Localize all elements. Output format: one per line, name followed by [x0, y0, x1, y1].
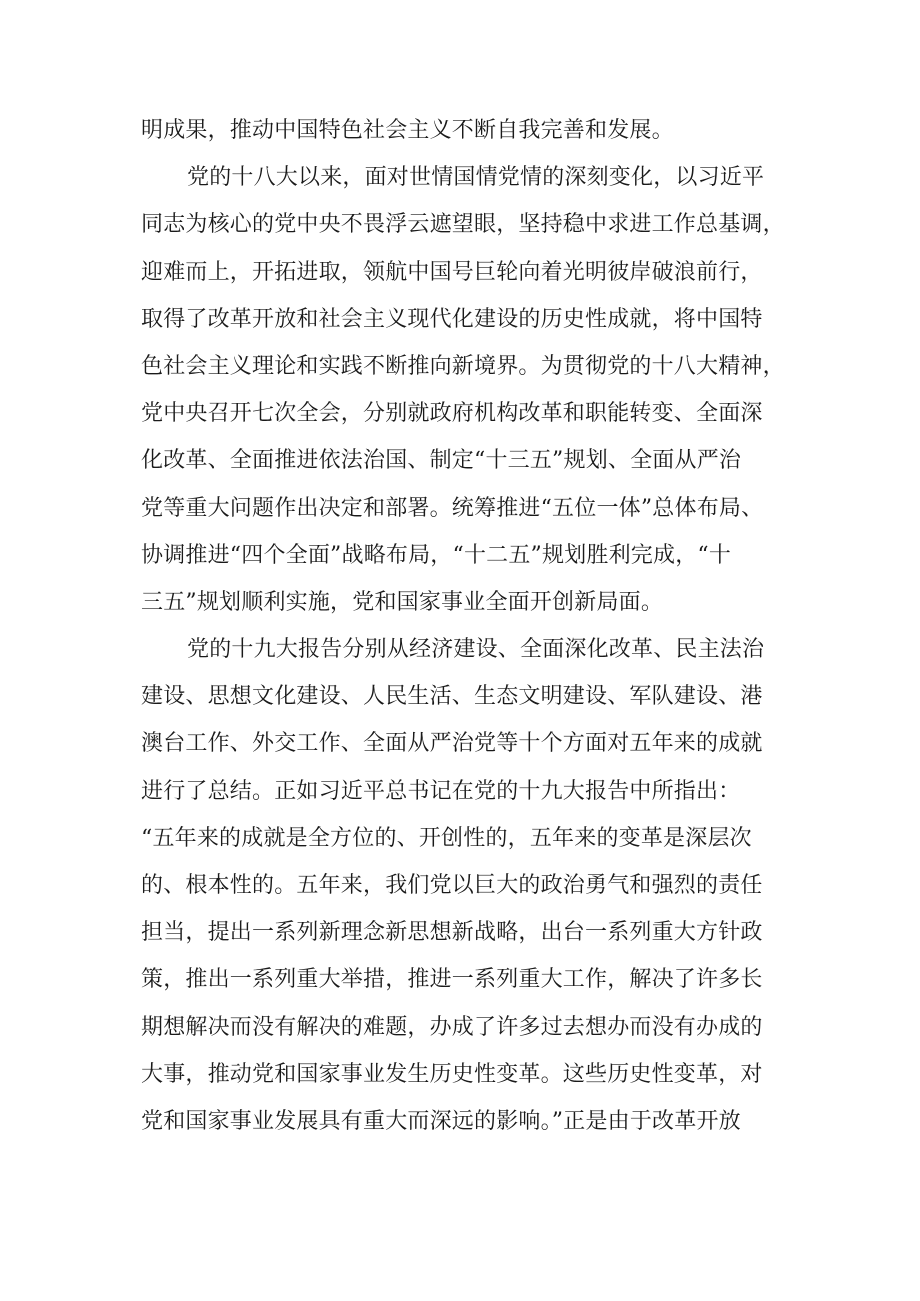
text-line: 同志为核心的党中央不畏浮云遮望眼，坚持稳中求进工作总基调，: [141, 212, 785, 238]
text-line: 色社会主义理论和实践不断推向新境界。为贯彻党的十八大精神，: [141, 353, 785, 379]
text-line: 担当，提出一系列新理念新思想新战略，出台一系列重大方针政: [141, 920, 763, 946]
text-line: 的、根本性的。五年来，我们党以巨大的政治勇气和强烈的责任: [141, 873, 763, 898]
text-line: 进行了总结。正如习近平总书记在党的十九大报告中所指出：: [141, 778, 741, 804]
paragraph-first-line: 党的十八大以来，面对世情国情党情的深刻变化，以习近平: [187, 165, 765, 191]
text-line: “五年来的成就是全方位的、开创性的，五年来的变革是深层次: [141, 825, 752, 851]
text-line: 期想解决而没有解决的难题，办成了许多过去想办而没有办成的: [141, 1014, 763, 1040]
text-line: 明成果，推动中国特色社会主义不断自我完善和发展。: [141, 118, 674, 143]
text-line: 党中央召开七次全会，分别就政府机构改革和职能转变、全面深: [141, 401, 763, 427]
body-text: [141, 107, 809, 1145]
text-line: 策，推出一系列重大举措，推进一系列重大工作，解决了许多长: [141, 967, 763, 993]
text-line: 取得了改革开放和社会主义现代化建设的历史性成就，将中国特: [141, 306, 763, 332]
text-line: 三五”规划顺利实施，党和国家事业全面开创新局面。: [141, 589, 664, 615]
text-line: 迎难而上，开拓进取，领航中国号巨轮向着光明彼岸破浪前行，: [141, 259, 763, 285]
text-line: 党和国家事业发展具有重大而深远的影响。”正是由于改革开放: [141, 1108, 741, 1134]
text-line: 化改革、全面推进依法治国、制定“十三五”规划、全面从严治: [141, 448, 742, 474]
text-line: 大事，推动党和国家事业发生历史性变革。这些历史性变革，对: [141, 1061, 763, 1087]
text-line: 协调推进“四个全面”战略布局，“十二五”规划胜利完成，“十: [141, 542, 732, 568]
text-line: 建设、思想文化建设、人民生活、生态文明建设、军队建设、港: [141, 684, 763, 710]
text-line: 党等重大问题作出决定和部署。统筹推进“五位一体”总体布局、: [141, 495, 764, 521]
text-line: 澳台工作、外交工作、全面从严治党等十个方面对五年来的成就: [141, 731, 763, 757]
paragraph-first-line: 党的十九大报告分别从经济建设、全面深化改革、民主法治: [187, 637, 765, 663]
